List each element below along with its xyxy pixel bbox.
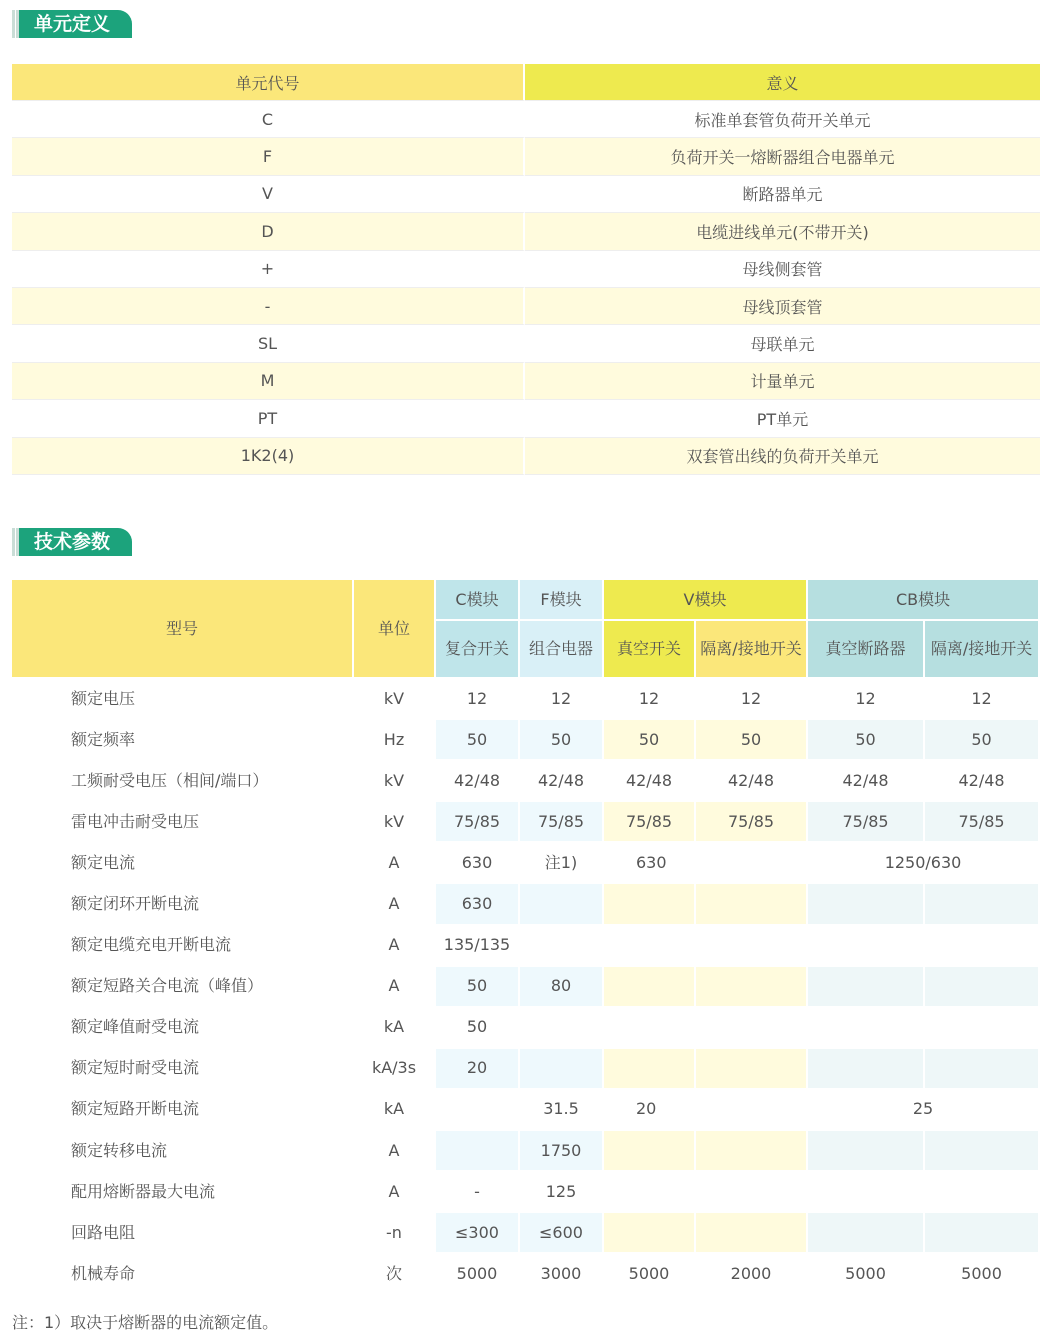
value-f: 42/48 <box>520 761 604 802</box>
unit-meaning: 母线顶套管 <box>525 288 1040 325</box>
param-unit: A <box>354 884 436 925</box>
table-row <box>12 679 1040 720</box>
value-cb2: 50 <box>925 720 1040 761</box>
value-v1 <box>604 1049 696 1090</box>
table-row <box>12 1131 1040 1172</box>
param-unit: kV <box>354 679 436 720</box>
value-v1: 12 <box>604 679 696 720</box>
group-cb-header: CB模块 <box>808 580 1040 621</box>
value-v2 <box>696 926 808 967</box>
subheader-isolation-earthing-cb: 隔离/接地开关 <box>925 621 1040 679</box>
unit-meaning: 负荷开关一熔断器组合电器单元 <box>525 138 1040 175</box>
value-cb1 <box>808 1049 925 1090</box>
subheader-combination: 组合电器 <box>520 621 604 679</box>
value-c <box>436 1131 520 1172</box>
unit-code: V <box>12 176 525 213</box>
table-row <box>12 176 1040 213</box>
value-f: 80 <box>520 967 604 1008</box>
param-name: 额定峰值耐受电流 <box>12 1008 354 1049</box>
unit-code: F <box>12 138 525 175</box>
value-f: 50 <box>520 720 604 761</box>
value-cb1 <box>808 1131 925 1172</box>
value-f: 125 <box>520 1172 604 1213</box>
param-unit: kV <box>354 802 436 843</box>
value-c: 5000 <box>436 1254 520 1295</box>
value-v1 <box>604 1213 696 1254</box>
table-row <box>12 288 1040 325</box>
unit-code: PT <box>12 400 525 437</box>
unit-code: C <box>12 101 525 138</box>
param-name: 额定短路开断电流 <box>12 1090 354 1131</box>
value-f <box>520 884 604 925</box>
table-row <box>12 843 1040 884</box>
param-name: 机械寿命 <box>12 1254 354 1295</box>
table-row <box>12 761 1040 802</box>
value-cb2 <box>925 1213 1040 1254</box>
unit-meaning: 断路器单元 <box>525 176 1040 213</box>
param-unit: kA/3s <box>354 1049 436 1090</box>
value-v1 <box>604 926 696 967</box>
unit-code: 1K2(4) <box>12 438 525 475</box>
value-cb: 1250/630 <box>808 843 1040 884</box>
param-name: 工频耐受电压（相间/端口） <box>12 761 354 802</box>
subheader-vacuum-switch: 真空开关 <box>604 621 696 679</box>
table-row <box>12 1254 1040 1295</box>
subheader-composite-switch: 复合开关 <box>436 621 520 679</box>
unit-meaning: 计量单元 <box>525 363 1040 400</box>
table-row <box>12 400 1040 437</box>
table-row <box>12 967 1040 1008</box>
value-cb1: 50 <box>808 720 925 761</box>
table-row <box>12 138 1040 175</box>
value-cb1 <box>808 926 925 967</box>
table-row <box>12 720 1040 761</box>
param-name: 额定频率 <box>12 720 354 761</box>
value-c: ≤300 <box>436 1213 520 1254</box>
param-unit: kA <box>354 1090 436 1131</box>
param-unit: A <box>354 843 436 884</box>
unit-table-header <box>12 64 1040 101</box>
value-v2 <box>696 1049 808 1090</box>
value-f <box>520 1049 604 1090</box>
value-c: 12 <box>436 679 520 720</box>
value-v: 630 <box>604 843 808 884</box>
value-v2 <box>696 967 808 1008</box>
value-cb2 <box>925 884 1040 925</box>
table-row <box>12 325 1040 362</box>
table-row <box>12 213 1040 250</box>
unit-meaning: 双套管出线的负荷开关单元 <box>525 438 1040 475</box>
param-name: 额定闭环开断电流 <box>12 884 354 925</box>
value-cb2: 12 <box>925 679 1040 720</box>
value-cb1 <box>808 967 925 1008</box>
value-v2 <box>696 1008 808 1049</box>
meaning-header: 意义 <box>525 64 1040 101</box>
table-row <box>12 1008 1040 1049</box>
value-f: 3000 <box>520 1254 604 1295</box>
value-f: ≤600 <box>520 1213 604 1254</box>
unit-meaning: PT单元 <box>525 400 1040 437</box>
value-f <box>520 1008 604 1049</box>
value-v1 <box>604 1008 696 1049</box>
param-unit: -n <box>354 1213 436 1254</box>
param-name: 回路电阻 <box>12 1213 354 1254</box>
unit-definition-table <box>12 64 1040 475</box>
value-v2: 75/85 <box>696 802 808 843</box>
value-cb1 <box>808 1008 925 1049</box>
value-v2 <box>696 884 808 925</box>
param-unit: A <box>354 967 436 1008</box>
unit-header: 单位 <box>354 580 436 679</box>
value-v2: 2000 <box>696 1254 808 1295</box>
value-v1 <box>604 884 696 925</box>
table-row <box>12 1213 1040 1254</box>
value-c <box>436 1090 520 1131</box>
param-unit: Hz <box>354 720 436 761</box>
value-v1 <box>604 1131 696 1172</box>
value-c: 135/135 <box>436 926 520 967</box>
unit-code-header: 单元代号 <box>12 64 525 101</box>
value-v1 <box>604 967 696 1008</box>
value-f: 12 <box>520 679 604 720</box>
value-cb1: 42/48 <box>808 761 925 802</box>
value-cb2 <box>925 1131 1040 1172</box>
param-unit: A <box>354 926 436 967</box>
value-v2 <box>696 1131 808 1172</box>
value-c: 75/85 <box>436 802 520 843</box>
subheader-vacuum-breaker: 真空断路器 <box>808 621 925 679</box>
table-row <box>12 251 1040 288</box>
unit-meaning: 电缆进线单元(不带开关) <box>525 213 1040 250</box>
value-cb2: 42/48 <box>925 761 1040 802</box>
value-cb2 <box>925 1172 1040 1213</box>
param-name: 额定转移电流 <box>12 1131 354 1172</box>
unit-code: + <box>12 251 525 288</box>
param-name: 额定电流 <box>12 843 354 884</box>
value-v1 <box>604 1172 696 1213</box>
value-v2: 12 <box>696 679 808 720</box>
value-v2: 50 <box>696 720 808 761</box>
value-c: 50 <box>436 967 520 1008</box>
value-c: 50 <box>436 1008 520 1049</box>
unit-meaning: 母联单元 <box>525 325 1040 362</box>
unit-code: M <box>12 363 525 400</box>
value-v2: 42/48 <box>696 761 808 802</box>
value-cb1: 75/85 <box>808 802 925 843</box>
section-title-tech: 技术参数 <box>12 528 132 556</box>
section-title-units: 单元定义 <box>12 10 132 38</box>
model-header: 型号 <box>12 580 354 679</box>
table-row <box>12 802 1040 843</box>
value-f <box>520 926 604 967</box>
param-name: 额定短路关合电流（峰值） <box>12 967 354 1008</box>
value-cb2 <box>925 967 1040 1008</box>
value-cb2: 75/85 <box>925 802 1040 843</box>
value-v1: 75/85 <box>604 802 696 843</box>
value-c: 42/48 <box>436 761 520 802</box>
table-row <box>12 363 1040 400</box>
value-cb1 <box>808 1213 925 1254</box>
value-cb1 <box>808 884 925 925</box>
value-cb: 25 <box>808 1090 1040 1131</box>
table-row <box>12 438 1040 475</box>
value-v1: 50 <box>604 720 696 761</box>
value-cb2 <box>925 1008 1040 1049</box>
value-cb2 <box>925 1049 1040 1090</box>
table-row <box>12 1090 1040 1131</box>
table-row <box>12 101 1040 138</box>
param-name: 配用熔断器最大电流 <box>12 1172 354 1213</box>
value-v2 <box>696 1172 808 1213</box>
subheader-isolation-earthing-v: 隔离/接地开关 <box>696 621 808 679</box>
group-v-header: V模块 <box>604 580 808 621</box>
value-c: 630 <box>436 843 520 884</box>
value-c: 20 <box>436 1049 520 1090</box>
unit-meaning: 母线侧套管 <box>525 251 1040 288</box>
param-name: 额定电缆充电开断电流 <box>12 926 354 967</box>
value-f: 1750 <box>520 1131 604 1172</box>
value-v1: 5000 <box>604 1254 696 1295</box>
table-row <box>12 884 1040 925</box>
param-unit: kV <box>354 761 436 802</box>
value-cb1: 5000 <box>808 1254 925 1295</box>
param-unit: A <box>354 1172 436 1213</box>
value-v: 20 <box>604 1090 808 1131</box>
param-name: 额定短时耐受电流 <box>12 1049 354 1090</box>
unit-code: D <box>12 213 525 250</box>
tech-params-table <box>12 580 1040 1295</box>
param-name: 额定电压 <box>12 679 354 720</box>
value-cb1 <box>808 1172 925 1213</box>
param-name: 雷电冲击耐受电压 <box>12 802 354 843</box>
param-unit: kA <box>354 1008 436 1049</box>
value-c: - <box>436 1172 520 1213</box>
value-f: 31.5 <box>520 1090 604 1131</box>
value-c: 50 <box>436 720 520 761</box>
unit-code: SL <box>12 325 525 362</box>
param-unit: A <box>354 1131 436 1172</box>
value-cb1: 12 <box>808 679 925 720</box>
table-row <box>12 1172 1040 1213</box>
value-c: 630 <box>436 884 520 925</box>
table-row <box>12 1049 1040 1090</box>
value-cb2 <box>925 926 1040 967</box>
tech-header-row <box>12 580 1040 621</box>
footnote: 注：1）取决于熔断器的电流额定值。 <box>12 1313 279 1332</box>
value-f: 注1) <box>520 843 604 884</box>
table-row <box>12 926 1040 967</box>
group-f-header: F模块 <box>520 580 604 621</box>
group-c-header: C模块 <box>436 580 520 621</box>
value-cb2: 5000 <box>925 1254 1040 1295</box>
unit-code: - <box>12 288 525 325</box>
param-unit: 次 <box>354 1254 436 1295</box>
value-f: 75/85 <box>520 802 604 843</box>
value-v1: 42/48 <box>604 761 696 802</box>
unit-meaning: 标准单套管负荷开关单元 <box>525 101 1040 138</box>
value-v2 <box>696 1213 808 1254</box>
